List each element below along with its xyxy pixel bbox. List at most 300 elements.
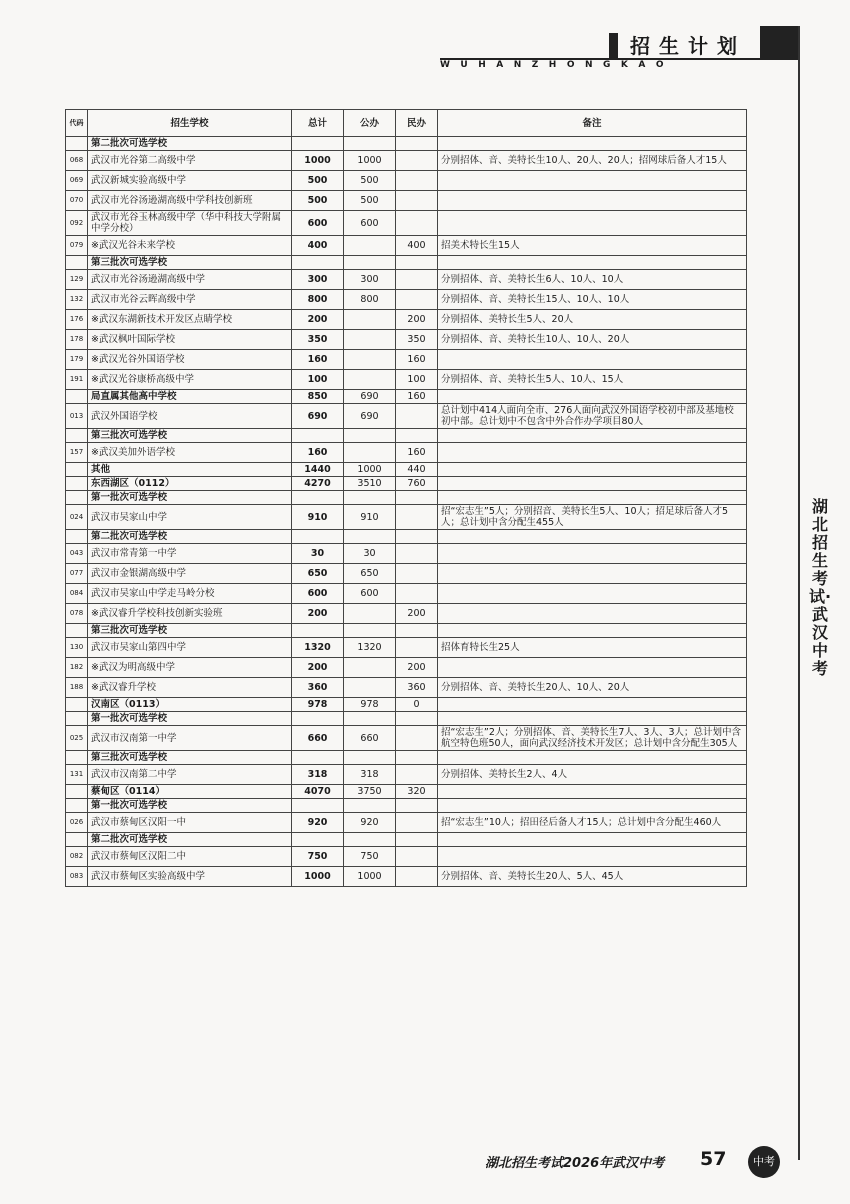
- private-cell: 350: [396, 330, 438, 350]
- public-cell: 3510: [344, 477, 396, 491]
- private-cell: [396, 847, 438, 867]
- public-cell: 750: [344, 847, 396, 867]
- code-cell: 176: [66, 310, 88, 330]
- code-cell: 132: [66, 290, 88, 310]
- table-row: [66, 191, 747, 211]
- table-row: [66, 867, 747, 887]
- total-cell: [292, 799, 344, 813]
- private-cell: 200: [396, 310, 438, 330]
- public-cell: 650: [344, 564, 396, 584]
- school-cell: 武汉市光谷玉林高级中学（华中科技大学附属中学分校）: [88, 211, 292, 236]
- table-row: [66, 310, 747, 330]
- school-cell: 武汉市蔡甸区汉阳二中: [88, 847, 292, 867]
- school-cell: 第三批次可选学校: [88, 624, 292, 638]
- school-cell: 第三批次可选学校: [88, 256, 292, 270]
- col-header: 民办: [396, 110, 438, 137]
- code-cell: 024: [66, 505, 88, 530]
- total-cell: 4270: [292, 477, 344, 491]
- remarks-cell: 招体育特长生25人: [438, 638, 747, 658]
- private-cell: [396, 137, 438, 151]
- public-cell: 1320: [344, 638, 396, 658]
- table-row: [66, 350, 747, 370]
- private-cell: 360: [396, 678, 438, 698]
- school-cell: 第一批次可选学校: [88, 491, 292, 505]
- private-cell: 160: [396, 390, 438, 404]
- remarks-cell: 招“宏志生”10人；招田径后备人才15人；总计划中含分配生460人: [438, 813, 747, 833]
- total-cell: 360: [292, 678, 344, 698]
- total-cell: 1000: [292, 867, 344, 887]
- total-cell: 660: [292, 726, 344, 751]
- school-cell: 第一批次可选学校: [88, 712, 292, 726]
- private-cell: 200: [396, 604, 438, 624]
- school-cell: ※武汉东湖新技术开发区点睛学校: [88, 310, 292, 330]
- code-cell: 079: [66, 236, 88, 256]
- table-row: [66, 799, 747, 813]
- remarks-cell: [438, 443, 747, 463]
- code-cell: 178: [66, 330, 88, 350]
- private-cell: [396, 505, 438, 530]
- total-cell: 500: [292, 171, 344, 191]
- school-cell: 其他: [88, 463, 292, 477]
- public-cell: 910: [344, 505, 396, 530]
- public-cell: [344, 310, 396, 330]
- total-cell: [292, 256, 344, 270]
- school-cell: ※武汉睿升学校科技创新实验班: [88, 604, 292, 624]
- code-cell: [66, 698, 88, 712]
- remarks-cell: 招美术特长生15人: [438, 236, 747, 256]
- code-cell: 179: [66, 350, 88, 370]
- public-cell: 978: [344, 698, 396, 712]
- table-row: [66, 712, 747, 726]
- table-row: [66, 785, 747, 799]
- table-row: [66, 330, 747, 350]
- table-row: [66, 404, 747, 429]
- table-row: [66, 530, 747, 544]
- private-cell: [396, 171, 438, 191]
- table-row: [66, 847, 747, 867]
- code-cell: [66, 137, 88, 151]
- school-cell: 东西湖区（0112）: [88, 477, 292, 491]
- table-row: [66, 443, 747, 463]
- code-cell: 084: [66, 584, 88, 604]
- private-cell: [396, 867, 438, 887]
- code-cell: [66, 785, 88, 799]
- total-cell: 690: [292, 404, 344, 429]
- col-header: 备注: [438, 110, 747, 137]
- table-row: [66, 505, 747, 530]
- school-cell: 第一批次可选学校: [88, 799, 292, 813]
- public-cell: [344, 350, 396, 370]
- total-cell: 350: [292, 330, 344, 350]
- logo: 中考: [748, 1146, 780, 1178]
- code-cell: 191: [66, 370, 88, 390]
- remarks-cell: [438, 785, 747, 799]
- table-header-row: [66, 110, 747, 137]
- private-cell: [396, 530, 438, 544]
- school-cell: 武汉市光谷汤逊湖高级中学科技创新班: [88, 191, 292, 211]
- code-cell: [66, 491, 88, 505]
- code-cell: 026: [66, 813, 88, 833]
- code-cell: [66, 624, 88, 638]
- private-cell: [396, 765, 438, 785]
- table-row: [66, 491, 747, 505]
- public-cell: 500: [344, 171, 396, 191]
- table-row: [66, 698, 747, 712]
- private-cell: 400: [396, 236, 438, 256]
- public-cell: [344, 530, 396, 544]
- code-cell: [66, 712, 88, 726]
- private-cell: [396, 256, 438, 270]
- remarks-cell: [438, 463, 747, 477]
- private-cell: 320: [396, 785, 438, 799]
- public-cell: [344, 137, 396, 151]
- total-cell: 650: [292, 564, 344, 584]
- private-cell: [396, 290, 438, 310]
- col-header: 代码: [66, 110, 88, 137]
- total-cell: 850: [292, 390, 344, 404]
- public-cell: 600: [344, 584, 396, 604]
- public-cell: 318: [344, 765, 396, 785]
- public-cell: 920: [344, 813, 396, 833]
- total-cell: 600: [292, 584, 344, 604]
- private-cell: 760: [396, 477, 438, 491]
- private-cell: [396, 151, 438, 171]
- total-cell: 1320: [292, 638, 344, 658]
- private-cell: [396, 726, 438, 751]
- public-cell: 3750: [344, 785, 396, 799]
- table-row: [66, 833, 747, 847]
- code-cell: [66, 477, 88, 491]
- remarks-cell: [438, 698, 747, 712]
- code-cell: 182: [66, 658, 88, 678]
- code-cell: [66, 530, 88, 544]
- total-cell: 1000: [292, 151, 344, 171]
- public-cell: [344, 443, 396, 463]
- public-cell: [344, 833, 396, 847]
- total-cell: 400: [292, 236, 344, 256]
- code-cell: 188: [66, 678, 88, 698]
- private-cell: [396, 191, 438, 211]
- code-cell: 083: [66, 867, 88, 887]
- school-cell: 蔡甸区（0114）: [88, 785, 292, 799]
- table-row: [66, 544, 747, 564]
- school-cell: 武汉市吴家山中学走马岭分校: [88, 584, 292, 604]
- total-cell: 4070: [292, 785, 344, 799]
- public-cell: 1000: [344, 151, 396, 171]
- remarks-cell: [438, 390, 747, 404]
- public-cell: [344, 236, 396, 256]
- side-title: 湖北招生考试·武汉中考: [808, 497, 832, 678]
- code-cell: 077: [66, 564, 88, 584]
- code-cell: [66, 256, 88, 270]
- remarks-cell: 分别招体、音、美特长生10人、20人、20人；招网球后备人才15人: [438, 151, 747, 171]
- public-cell: [344, 429, 396, 443]
- school-cell: 第三批次可选学校: [88, 751, 292, 765]
- public-cell: [344, 330, 396, 350]
- total-cell: 800: [292, 290, 344, 310]
- table-row: [66, 270, 747, 290]
- total-cell: 200: [292, 604, 344, 624]
- code-cell: [66, 463, 88, 477]
- total-cell: 600: [292, 211, 344, 236]
- code-cell: 129: [66, 270, 88, 290]
- table-row: [66, 604, 747, 624]
- private-cell: 100: [396, 370, 438, 390]
- private-cell: 440: [396, 463, 438, 477]
- school-cell: 武汉市吴家山中学: [88, 505, 292, 530]
- remarks-cell: [438, 191, 747, 211]
- public-cell: [344, 491, 396, 505]
- public-cell: [344, 751, 396, 765]
- school-cell: 第二批次可选学校: [88, 137, 292, 151]
- total-cell: [292, 624, 344, 638]
- public-cell: 690: [344, 390, 396, 404]
- total-cell: 978: [292, 698, 344, 712]
- table-row: [66, 171, 747, 191]
- total-cell: 500: [292, 191, 344, 211]
- remarks-cell: 分别招体、音、美特长生20人、5人、45人: [438, 867, 747, 887]
- remarks-cell: 招“宏志生”5人；分别招音、美特长生5人、10人；招足球后备人才5人；总计划中含分配生455人: [438, 505, 747, 530]
- code-cell: 025: [66, 726, 88, 751]
- table-row: [66, 463, 747, 477]
- school-cell: 武汉市光谷云晖高级中学: [88, 290, 292, 310]
- remarks-cell: 分别招体、音、美特长生5人、10人、15人: [438, 370, 747, 390]
- total-cell: 1440: [292, 463, 344, 477]
- school-cell: 局直属其他高中学校: [88, 390, 292, 404]
- public-cell: 30: [344, 544, 396, 564]
- total-cell: [292, 491, 344, 505]
- remarks-cell: [438, 847, 747, 867]
- school-cell: 武汉市汉南第一中学: [88, 726, 292, 751]
- public-cell: [344, 370, 396, 390]
- page-title: 招生计划: [609, 33, 759, 59]
- school-cell: 第三批次可选学校: [88, 429, 292, 443]
- private-cell: [396, 270, 438, 290]
- remarks-cell: 分别招体、音、美特长生10人、10人、20人: [438, 330, 747, 350]
- total-cell: 200: [292, 658, 344, 678]
- table-row: [66, 584, 747, 604]
- remarks-cell: 分别招体、音、美特长生15人、10人、10人: [438, 290, 747, 310]
- enrollment-table: [65, 109, 747, 887]
- code-cell: 078: [66, 604, 88, 624]
- code-cell: [66, 751, 88, 765]
- remarks-cell: [438, 833, 747, 847]
- private-cell: [396, 638, 438, 658]
- private-cell: 200: [396, 658, 438, 678]
- remarks-cell: [438, 491, 747, 505]
- school-cell: 武汉新城实验高级中学: [88, 171, 292, 191]
- remarks-cell: [438, 211, 747, 236]
- public-cell: 1000: [344, 463, 396, 477]
- code-cell: 131: [66, 765, 88, 785]
- school-cell: 武汉市蔡甸区汉阳一中: [88, 813, 292, 833]
- table-row: [66, 370, 747, 390]
- remarks-cell: [438, 658, 747, 678]
- code-cell: 013: [66, 404, 88, 429]
- remarks-cell: 总计划中414人面向全市、276人面向武汉外国语学校初中部及基地校初中部。总计划中不包含中外合作办学项目80人: [438, 404, 747, 429]
- remarks-cell: [438, 604, 747, 624]
- total-cell: [292, 712, 344, 726]
- private-cell: [396, 813, 438, 833]
- total-cell: [292, 137, 344, 151]
- code-cell: [66, 799, 88, 813]
- table-row: [66, 564, 747, 584]
- col-header: 招生学校: [88, 110, 292, 137]
- footer-text: 湖北招生考试2026年武汉中考: [485, 1156, 665, 1171]
- total-cell: 318: [292, 765, 344, 785]
- public-cell: 800: [344, 290, 396, 310]
- total-cell: 100: [292, 370, 344, 390]
- school-cell: ※武汉光谷外国语学校: [88, 350, 292, 370]
- school-cell: 武汉市常青第一中学: [88, 544, 292, 564]
- total-cell: [292, 751, 344, 765]
- code-cell: 070: [66, 191, 88, 211]
- private-cell: 0: [396, 698, 438, 712]
- school-cell: 武汉市吴家山第四中学: [88, 638, 292, 658]
- total-cell: [292, 530, 344, 544]
- remarks-cell: [438, 564, 747, 584]
- code-cell: [66, 833, 88, 847]
- remarks-cell: [438, 544, 747, 564]
- code-cell: 092: [66, 211, 88, 236]
- school-cell: 武汉市金银湖高级中学: [88, 564, 292, 584]
- code-cell: 069: [66, 171, 88, 191]
- total-cell: 160: [292, 350, 344, 370]
- school-cell: 武汉市蔡甸区实验高级中学: [88, 867, 292, 887]
- public-cell: [344, 799, 396, 813]
- remarks-cell: [438, 137, 747, 151]
- private-cell: [396, 544, 438, 564]
- private-cell: 160: [396, 350, 438, 370]
- private-cell: [396, 211, 438, 236]
- private-cell: [396, 712, 438, 726]
- code-cell: [66, 429, 88, 443]
- public-cell: [344, 712, 396, 726]
- remarks-cell: [438, 624, 747, 638]
- table-row: [66, 765, 747, 785]
- public-cell: 500: [344, 191, 396, 211]
- table-row: [66, 290, 747, 310]
- remarks-cell: 分别招体、美特长生2人、4人: [438, 765, 747, 785]
- school-cell: ※武汉光谷未来学校: [88, 236, 292, 256]
- total-cell: 200: [292, 310, 344, 330]
- remarks-cell: 分别招体、美特长生5人、20人: [438, 310, 747, 330]
- school-cell: 武汉市汉南第二中学: [88, 765, 292, 785]
- school-cell: 第二批次可选学校: [88, 530, 292, 544]
- total-cell: 160: [292, 443, 344, 463]
- public-cell: [344, 658, 396, 678]
- code-cell: 082: [66, 847, 88, 867]
- remarks-cell: [438, 584, 747, 604]
- table-row: [66, 678, 747, 698]
- remarks-cell: [438, 530, 747, 544]
- remarks-cell: [438, 429, 747, 443]
- table-row: [66, 477, 747, 491]
- public-cell: 690: [344, 404, 396, 429]
- school-cell: 武汉市光谷第二高级中学: [88, 151, 292, 171]
- table-row: [66, 726, 747, 751]
- private-cell: 160: [396, 443, 438, 463]
- school-cell: ※武汉美加外语学校: [88, 443, 292, 463]
- total-cell: 910: [292, 505, 344, 530]
- code-cell: 043: [66, 544, 88, 564]
- school-cell: 汉南区（0113）: [88, 698, 292, 712]
- private-cell: [396, 429, 438, 443]
- table-row: [66, 151, 747, 171]
- public-cell: 600: [344, 211, 396, 236]
- table-row: [66, 751, 747, 765]
- remarks-cell: 分别招体、音、美特长生20人、10人、20人: [438, 678, 747, 698]
- header-bar: [760, 26, 800, 60]
- total-cell: 30: [292, 544, 344, 564]
- total-cell: [292, 429, 344, 443]
- remarks-cell: [438, 712, 747, 726]
- school-cell: 第二批次可选学校: [88, 833, 292, 847]
- public-cell: [344, 678, 396, 698]
- school-cell: ※武汉光谷康桥高级中学: [88, 370, 292, 390]
- private-cell: [396, 584, 438, 604]
- public-cell: [344, 256, 396, 270]
- remarks-cell: [438, 799, 747, 813]
- remarks-cell: 招“宏志生”2人；分别招体、音、美特长生7人、3人、3人；总计划中含航空特色班50人，面向武汉经济技术开发区；总计划中含分配生305人: [438, 726, 747, 751]
- private-cell: [396, 624, 438, 638]
- remarks-cell: [438, 256, 747, 270]
- page-number: 57: [700, 1148, 727, 1170]
- table-row: [66, 429, 747, 443]
- remarks-cell: [438, 350, 747, 370]
- remarks-cell: [438, 477, 747, 491]
- table-row: [66, 813, 747, 833]
- table-row: [66, 390, 747, 404]
- private-cell: [396, 404, 438, 429]
- public-cell: 660: [344, 726, 396, 751]
- table-row: [66, 256, 747, 270]
- public-cell: 1000: [344, 867, 396, 887]
- code-cell: 157: [66, 443, 88, 463]
- public-cell: [344, 604, 396, 624]
- code-cell: 068: [66, 151, 88, 171]
- table-row: [66, 236, 747, 256]
- table-row: [66, 624, 747, 638]
- total-cell: [292, 833, 344, 847]
- total-cell: 920: [292, 813, 344, 833]
- margin-rule: [798, 26, 800, 1160]
- total-cell: 750: [292, 847, 344, 867]
- school-cell: ※武汉为明高级中学: [88, 658, 292, 678]
- table-row: [66, 137, 747, 151]
- public-cell: 300: [344, 270, 396, 290]
- col-header: 公办: [344, 110, 396, 137]
- code-cell: [66, 390, 88, 404]
- total-cell: 300: [292, 270, 344, 290]
- private-cell: [396, 564, 438, 584]
- school-cell: ※武汉枫叶国际学校: [88, 330, 292, 350]
- school-cell: 武汉外国语学校: [88, 404, 292, 429]
- remarks-cell: [438, 171, 747, 191]
- table-row: [66, 658, 747, 678]
- public-cell: [344, 624, 396, 638]
- table-row: [66, 211, 747, 236]
- page-subtitle: WUHANZHONGKAO: [440, 60, 674, 70]
- private-cell: [396, 833, 438, 847]
- table-row: [66, 638, 747, 658]
- private-cell: [396, 751, 438, 765]
- remarks-cell: 分别招体、音、美特长生6人、10人、10人: [438, 270, 747, 290]
- code-cell: 130: [66, 638, 88, 658]
- school-cell: ※武汉睿升学校: [88, 678, 292, 698]
- school-cell: 武汉市光谷汤逊湖高级中学: [88, 270, 292, 290]
- col-header: 总计: [292, 110, 344, 137]
